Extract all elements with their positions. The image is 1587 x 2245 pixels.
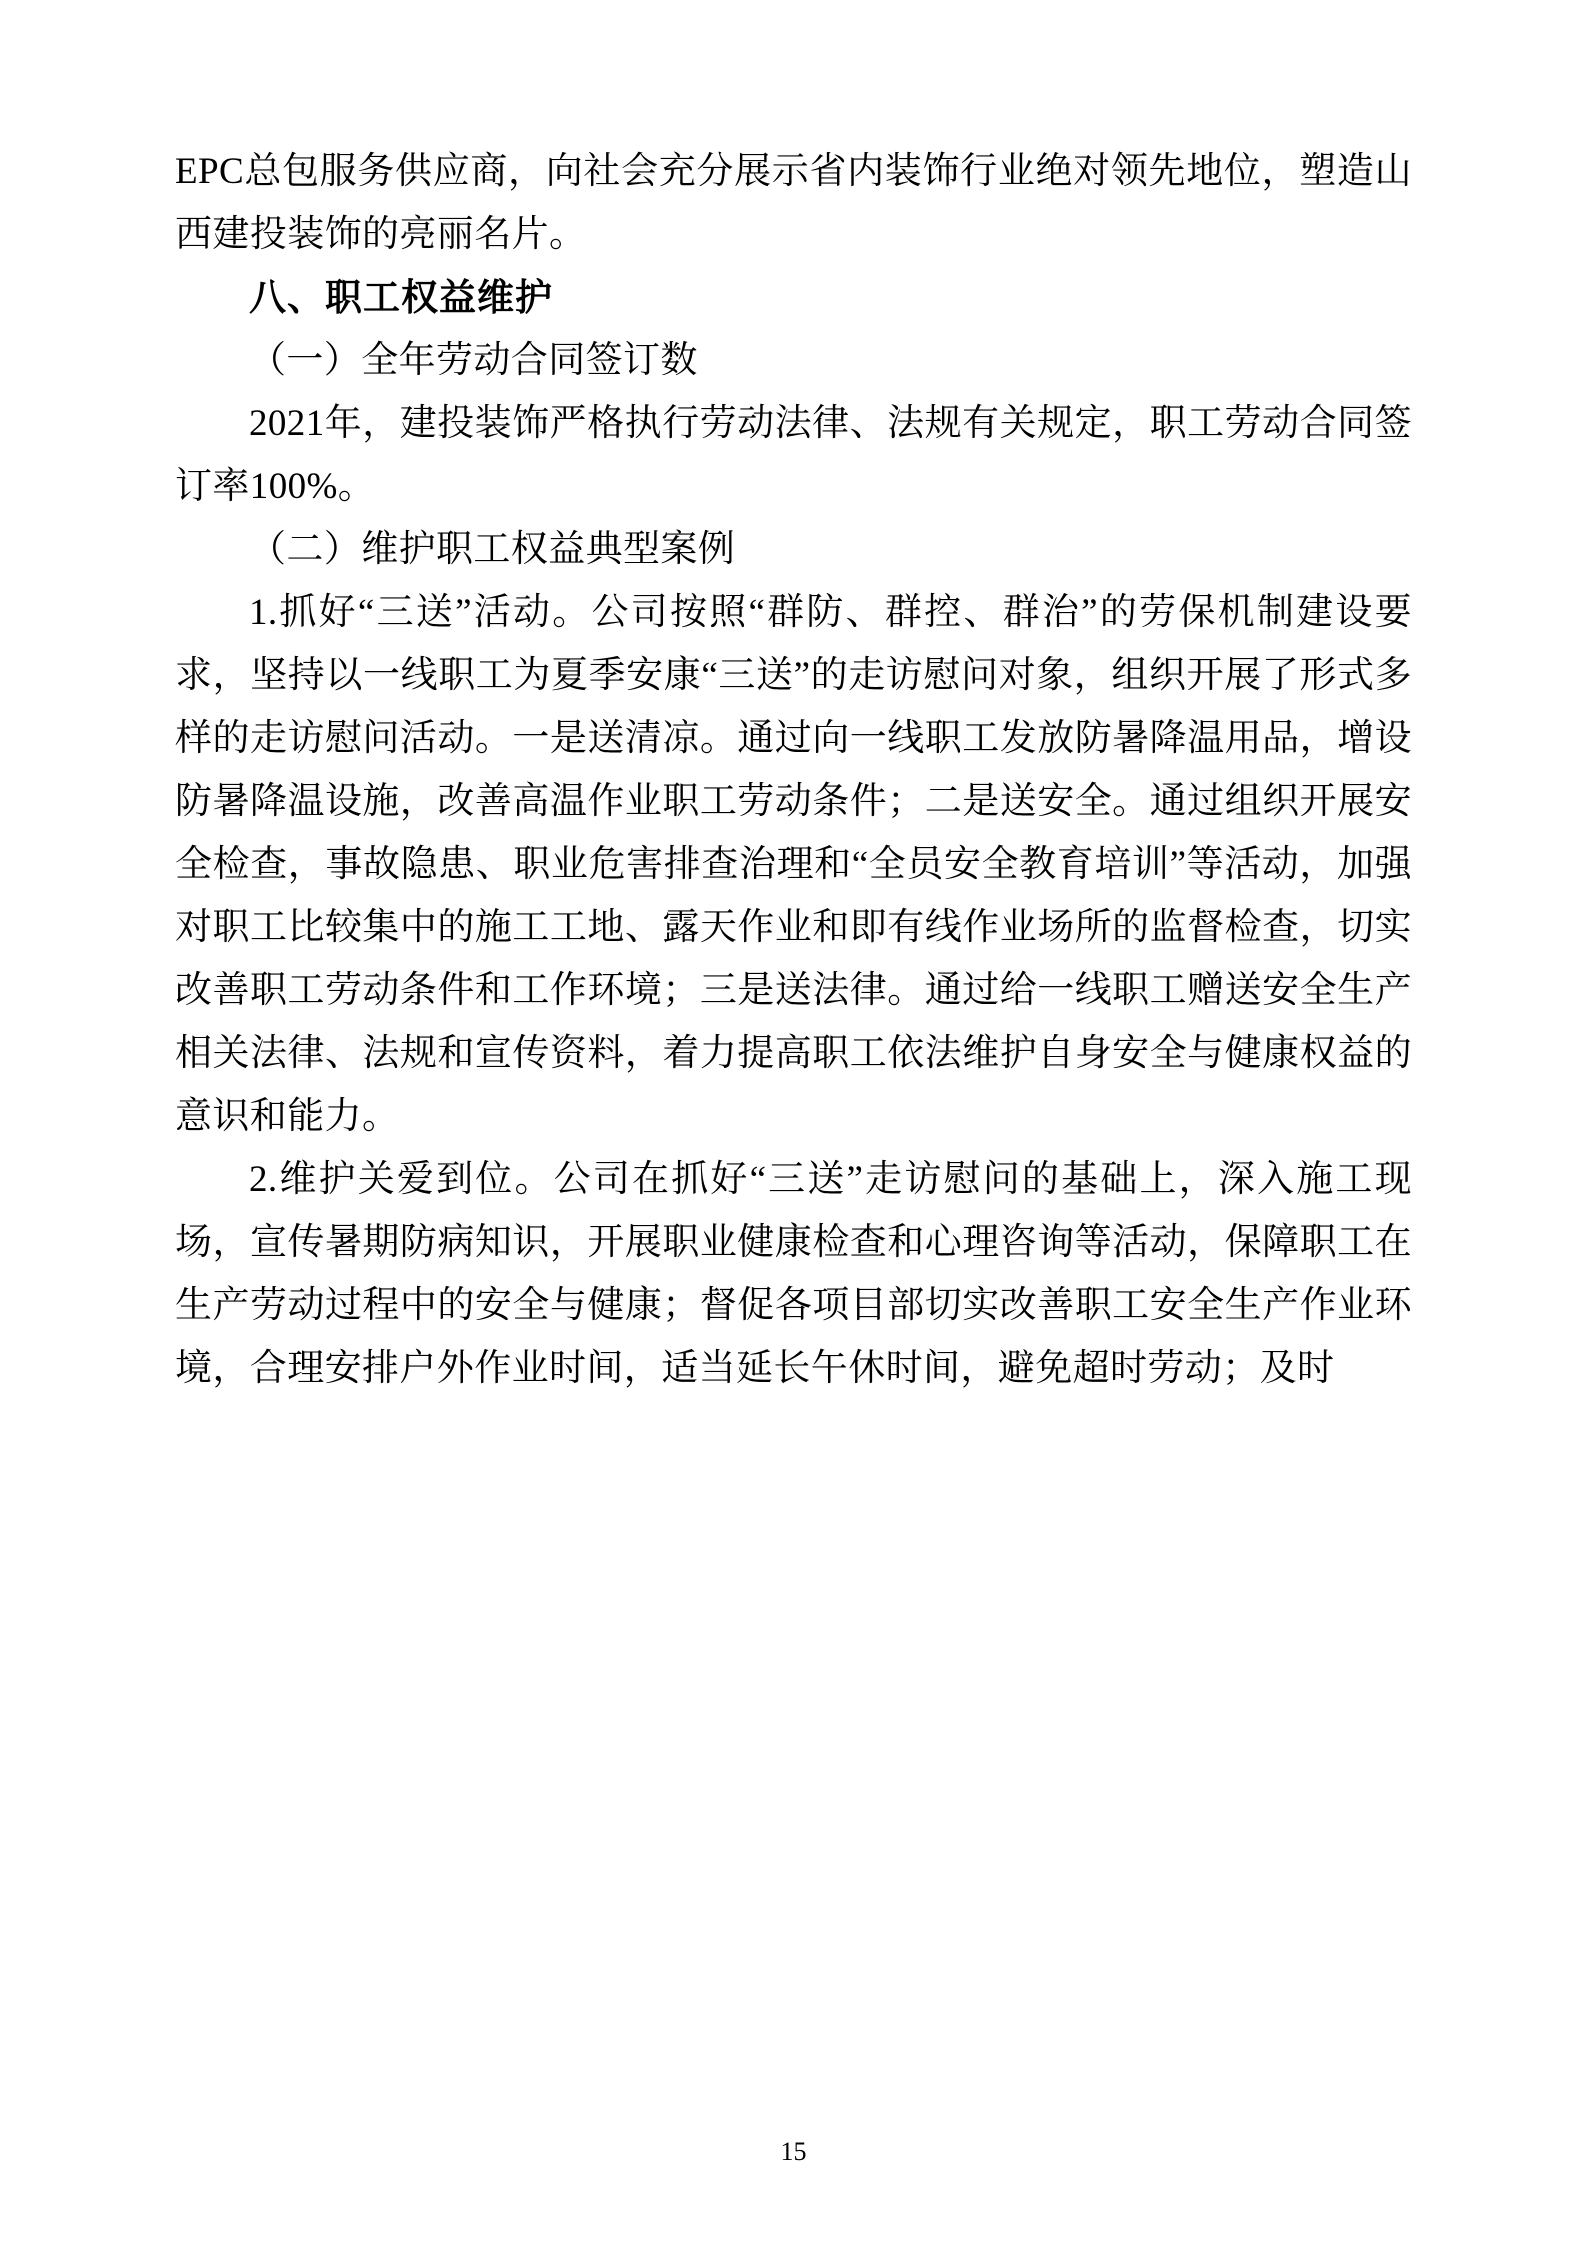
subheading-one: （一）全年劳动合同签订数	[249, 340, 698, 381]
paragraph-continued: EPC总包服务供应商，向社会充分展示省内装饰行业绝对领先地位，塑造山西建投装饰的亮丽名片。	[175, 151, 1412, 255]
paragraph-case-two: 2.维护关爱到位。公司在抓好“三送”走访慰问的基础上，深入施工现场，宣传暑期防病知识，开展职业健康检查和心理咨询等活动，保障职工在生产劳动过程中的安全与健康；督促各项目部切实改善职工安全生产作业环境，合理安排户外作业时间，适当延长午休时间，避免超时劳动；及时	[175, 1159, 1412, 1389]
section-heading-eight: 八、职工权益维护	[249, 276, 553, 319]
subheading-two: （二）维护职工权益典型案例	[249, 529, 736, 570]
page-number: 15	[780, 2137, 807, 2166]
paragraph-case-one: 1.抓好“三送”活动。公司按照“群防、群控、群治”的劳保机制建设要求，坚持以一线职工为夏季安康“三送”的走访慰问对象，组织开展了形式多样的走访慰问活动。一是送清凉。通过向一线职工发放防暑降温用品，增设防暑降温设施，改善高温作业职工劳动条件；二是送安全。通过组织开展安全检查，事故隐患、职业危害排查治理和“全员安全教育培训”等活动，加强对职工比较集中的施工工地、露天作业和即有线作业场所的监督检查，切实改善职工劳动条件和工作环境；三是送法律。通过给一线职工赠送安全生产相关法律、法规和宣传资料，着力提高职工依法维护自身安全与健康权益的意识和能力。	[175, 592, 1412, 1137]
paragraph-labor-contract: 2021年，建投装饰严格执行劳动法律、法规有关规定，职工劳动合同签订率100%。	[175, 403, 1412, 507]
